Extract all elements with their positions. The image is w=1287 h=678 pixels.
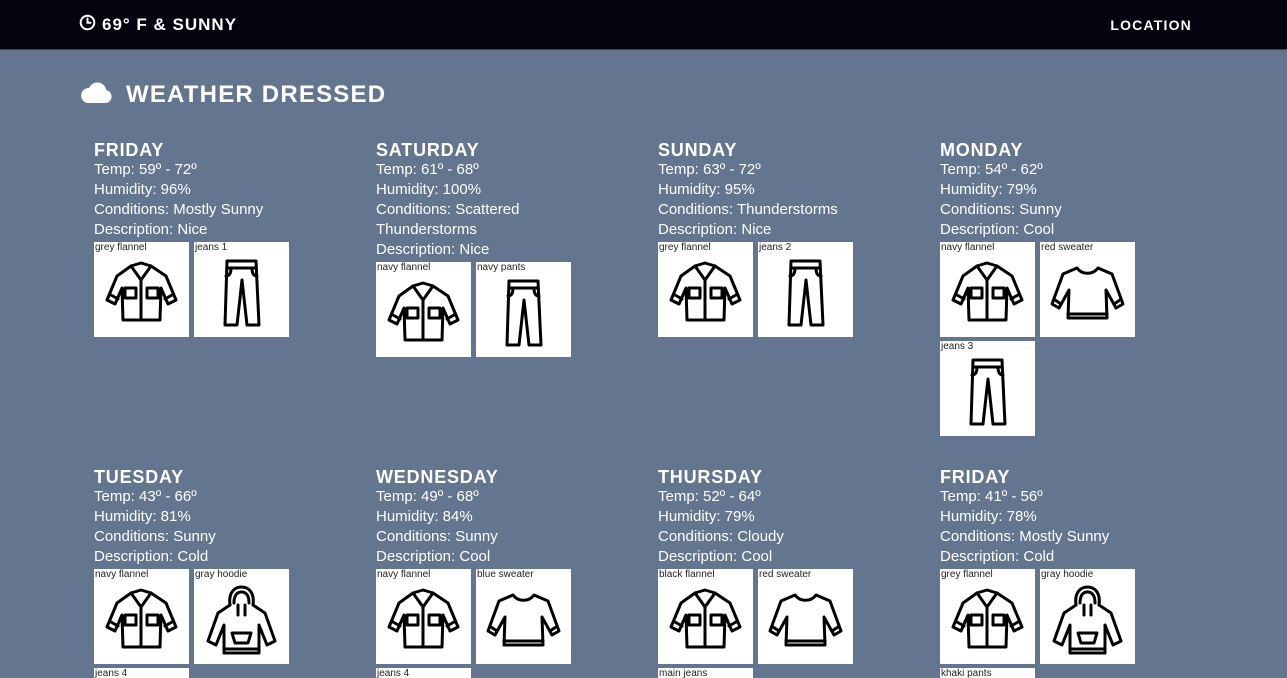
outfit-item[interactable]	[940, 341, 1035, 436]
outfit-item-label: grey flannel	[95, 242, 147, 253]
outfit-item[interactable]	[758, 569, 853, 664]
day-card	[940, 140, 1200, 436]
day-card	[658, 140, 918, 337]
outfit-items	[658, 242, 868, 337]
day-humidity: Humidity: 100%	[376, 181, 482, 198]
day-name: FRIDAY	[94, 140, 165, 160]
outfit-item-label: blue sweater	[477, 569, 534, 580]
day-description: Description: Cold	[940, 548, 1055, 565]
day-humidity: Humidity: 84%	[376, 508, 473, 525]
outfit-item-label: grey flannel	[659, 242, 711, 253]
shirt-icon	[668, 258, 743, 333]
shirt-icon	[386, 278, 461, 353]
outfit-items	[94, 569, 304, 678]
clock-icon	[79, 14, 96, 36]
shirt-icon	[104, 258, 179, 333]
day-temp: Temp: 54º - 62º	[940, 161, 1043, 178]
outfit-item[interactable]	[194, 569, 289, 664]
outfit-items	[376, 262, 586, 357]
outfit-item[interactable]	[376, 262, 471, 357]
outfit-items	[94, 242, 304, 337]
outfit-item-label: navy pants	[477, 262, 526, 273]
outfit-item-label: gray hoodie	[195, 569, 248, 580]
day-conditions: Conditions: Mostly Sunny	[94, 201, 264, 218]
outfit-item-label: jeans 4	[95, 668, 128, 678]
outfit-item[interactable]	[1040, 242, 1135, 337]
outfit-item[interactable]	[658, 668, 753, 678]
outfit-item-label: jeans 3	[941, 341, 974, 352]
outfit-item-label: navy flannel	[377, 569, 431, 580]
day-name: SUNDAY	[658, 140, 738, 160]
location-link[interactable]: LOCATION	[1110, 17, 1192, 33]
shirt-icon	[104, 585, 179, 660]
day-humidity: Humidity: 78%	[940, 508, 1037, 525]
outfit-item-label: black flannel	[659, 569, 715, 580]
day-conditions: Conditions: Thunderstorms	[658, 201, 838, 218]
outfit-item[interactable]	[376, 569, 471, 664]
day-conditions: Conditions: Sunny	[376, 528, 498, 545]
day-humidity: Humidity: 79%	[940, 181, 1037, 198]
day-name: FRIDAY	[940, 467, 1011, 487]
outfit-item-label: main jeans	[659, 668, 708, 678]
day-humidity: Humidity: 81%	[94, 508, 191, 525]
day-name: SATURDAY	[376, 140, 480, 160]
outfit-item[interactable]	[476, 262, 571, 357]
outfit-item[interactable]	[758, 242, 853, 337]
outfit-item-label: navy flannel	[95, 569, 149, 580]
outfit-item[interactable]	[940, 668, 1035, 678]
top-navbar	[0, 0, 1287, 50]
outfit-item[interactable]	[658, 569, 753, 664]
outfit-item-label: jeans 4	[377, 668, 410, 678]
outfit-items	[376, 569, 586, 678]
sweater-icon	[486, 585, 561, 660]
pants-icon	[204, 258, 279, 333]
outfit-item-label: navy flannel	[377, 262, 431, 273]
shirt-icon	[950, 258, 1025, 333]
day-name: TUESDAY	[94, 467, 184, 487]
day-description: Description: Nice	[376, 241, 490, 258]
outfit-item-label: red sweater	[1041, 242, 1094, 253]
outfit-item-label: jeans 2	[759, 242, 792, 253]
outfit-item-label: navy flannel	[941, 242, 995, 253]
outfit-item[interactable]	[658, 242, 753, 337]
day-temp: Temp: 52º - 64º	[658, 488, 761, 505]
page-title: WEATHER DRESSED	[126, 80, 387, 108]
day-temp: Temp: 41º - 56º	[940, 488, 1043, 505]
sweater-icon	[1050, 258, 1125, 333]
day-temp: Temp: 59º - 72º	[94, 161, 197, 178]
day-humidity: Humidity: 79%	[658, 508, 755, 525]
day-description: Description: Nice	[658, 221, 772, 238]
day-conditions: Conditions: Scattered Thunderstorms	[376, 201, 520, 238]
day-temp: Temp: 61º - 68º	[376, 161, 479, 178]
day-conditions: Conditions: Cloudy	[658, 528, 784, 545]
outfit-item-label: khaki pants	[941, 668, 992, 678]
sweater-icon	[768, 585, 843, 660]
day-description: Description: Cool	[376, 548, 491, 565]
day-description: Description: Cool	[940, 221, 1055, 238]
current-weather	[79, 14, 237, 36]
day-temp: Temp: 43º - 66º	[94, 488, 197, 505]
day-humidity: Humidity: 95%	[658, 181, 755, 198]
day-card	[376, 467, 636, 678]
brand-header	[79, 80, 386, 109]
day-conditions: Conditions: Sunny	[94, 528, 216, 545]
outfit-items	[940, 569, 1150, 678]
shirt-icon	[668, 585, 743, 660]
outfit-item-label: grey flannel	[941, 569, 993, 580]
shirt-icon	[386, 585, 461, 660]
outfit-item[interactable]	[476, 569, 571, 664]
day-name: WEDNESDAY	[376, 467, 499, 487]
outfit-item[interactable]	[376, 668, 471, 678]
day-conditions: Conditions: Sunny	[940, 201, 1062, 218]
day-name: MONDAY	[940, 140, 1024, 160]
outfit-items	[658, 569, 868, 678]
outfit-item-label: red sweater	[759, 569, 812, 580]
pants-icon	[950, 357, 1025, 432]
outfit-item[interactable]	[94, 242, 189, 337]
outfit-item[interactable]	[1040, 569, 1135, 664]
current-weather-text: 69° F & SUNNY	[102, 15, 238, 34]
pants-icon	[768, 258, 843, 333]
cloud-icon	[79, 80, 112, 109]
day-card	[94, 140, 354, 337]
outfit-item[interactable]	[94, 668, 189, 678]
day-card	[940, 467, 1200, 678]
hoodie-icon	[1050, 585, 1125, 660]
day-temp: Temp: 63º - 72º	[658, 161, 761, 178]
hoodie-icon	[204, 585, 279, 660]
day-conditions: Conditions: Mostly Sunny	[940, 528, 1110, 545]
outfit-item[interactable]	[94, 569, 189, 664]
day-humidity: Humidity: 96%	[94, 181, 191, 198]
outfit-item-label: gray hoodie	[1041, 569, 1094, 580]
day-description: Description: Cool	[658, 548, 773, 565]
outfit-item-label: jeans 1	[195, 242, 228, 253]
pants-icon	[486, 278, 561, 353]
outfit-item[interactable]	[940, 242, 1035, 337]
day-description: Description: Nice	[94, 221, 208, 238]
day-card	[376, 140, 636, 357]
day-name: THURSDAY	[658, 467, 763, 487]
outfit-item[interactable]	[940, 569, 1035, 664]
day-temp: Temp: 49º - 68º	[376, 488, 479, 505]
day-card	[658, 467, 918, 678]
shirt-icon	[950, 585, 1025, 660]
outfit-item[interactable]	[194, 242, 289, 337]
day-description: Description: Cold	[94, 548, 209, 565]
day-card	[94, 467, 354, 678]
outfit-items	[940, 242, 1150, 436]
